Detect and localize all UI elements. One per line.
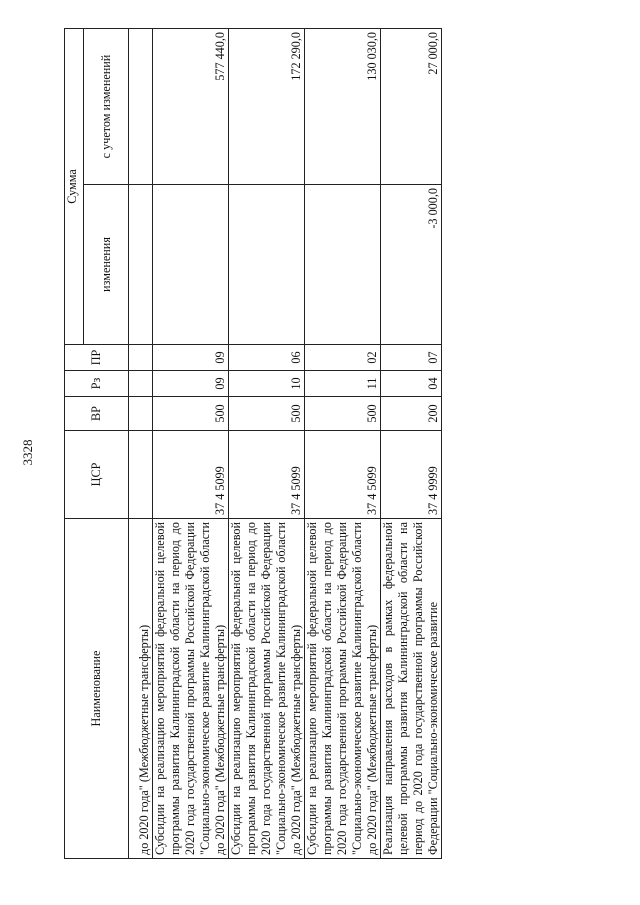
header-change: изменения bbox=[84, 185, 129, 345]
row-rz: 04 bbox=[381, 371, 442, 397]
header-name: Наименование bbox=[65, 519, 129, 859]
row-name: до 2020 года" (Межбюджетные трансферты) bbox=[129, 519, 153, 859]
page-number: 3328 bbox=[20, 439, 35, 466]
row-rz: 09 bbox=[153, 371, 229, 397]
table-row bbox=[229, 28, 305, 858]
table-row bbox=[381, 28, 442, 858]
row-csr: 37 4 5099 bbox=[153, 431, 229, 519]
row-vr: 500 bbox=[305, 397, 381, 431]
row-pr: 07 bbox=[381, 345, 442, 371]
row-vr: 500 bbox=[229, 397, 305, 431]
table-row bbox=[153, 28, 229, 858]
row-csr: 37 4 5099 bbox=[229, 431, 305, 519]
table-row-continuation bbox=[129, 28, 153, 858]
row-vr: 200 bbox=[381, 397, 442, 431]
row-vr: 500 bbox=[153, 397, 229, 431]
header-csr: ЦСР bbox=[65, 431, 129, 519]
row-change: -3 000,0 bbox=[381, 185, 442, 345]
row-name: Субсидии на реализацию мероприятий федеральной целевой программы развития Калининградской области на период до 2020 года государственной программы Российской Федерации "Социально-экономическое развитие Калининградской области до 2020 года" (Межбюджетные трансферты) bbox=[153, 519, 229, 859]
row-pr: 02 bbox=[305, 345, 381, 371]
row-total: 130 030,0 bbox=[305, 28, 381, 184]
header-sum: Сумма bbox=[65, 28, 84, 344]
header-row bbox=[65, 28, 84, 858]
row-change bbox=[153, 185, 229, 345]
header-rz: Рз bbox=[65, 371, 129, 397]
row-csr: 37 4 5099 bbox=[305, 431, 381, 519]
budget-table bbox=[64, 28, 442, 859]
row-name: Реализация направления расходов в рамках федеральной целевой программы развития Калининградской области на период до 2020 года государственной программы Российской Федерации "Социально-экономическое развитие bbox=[381, 519, 442, 859]
row-pr: 06 bbox=[229, 345, 305, 371]
header-with-change: с учетом изменений bbox=[84, 28, 129, 184]
row-total: 577 440,0 bbox=[153, 28, 229, 184]
table-row bbox=[305, 28, 381, 858]
row-total: 27 000,0 bbox=[381, 28, 442, 184]
row-name: Субсидии на реализацию мероприятий федеральной целевой программы развития Калининградской области на период до 2020 года государственной программы Российской Федерации "Социально-экономическое развитие Калининградской области до 2020 года" (Межбюджетные трансферты) bbox=[305, 519, 381, 859]
row-change bbox=[305, 185, 381, 345]
row-change bbox=[229, 185, 305, 345]
row-csr: 37 4 9999 bbox=[381, 431, 442, 519]
row-rz: 10 bbox=[229, 371, 305, 397]
header-vr: ВР bbox=[65, 397, 129, 431]
row-total: 172 290,0 bbox=[229, 28, 305, 184]
row-rz: 11 bbox=[305, 371, 381, 397]
row-name: Субсидии на реализацию мероприятий федеральной целевой программы развития Калининградской области на период до 2020 года государственной программы Российской Федерации "Социально-экономическое развитие Калининградской области до 2020 года" (Межбюджетные трансферты) bbox=[229, 519, 305, 859]
header-pr: ПР bbox=[65, 345, 129, 371]
row-pr: 09 bbox=[153, 345, 229, 371]
